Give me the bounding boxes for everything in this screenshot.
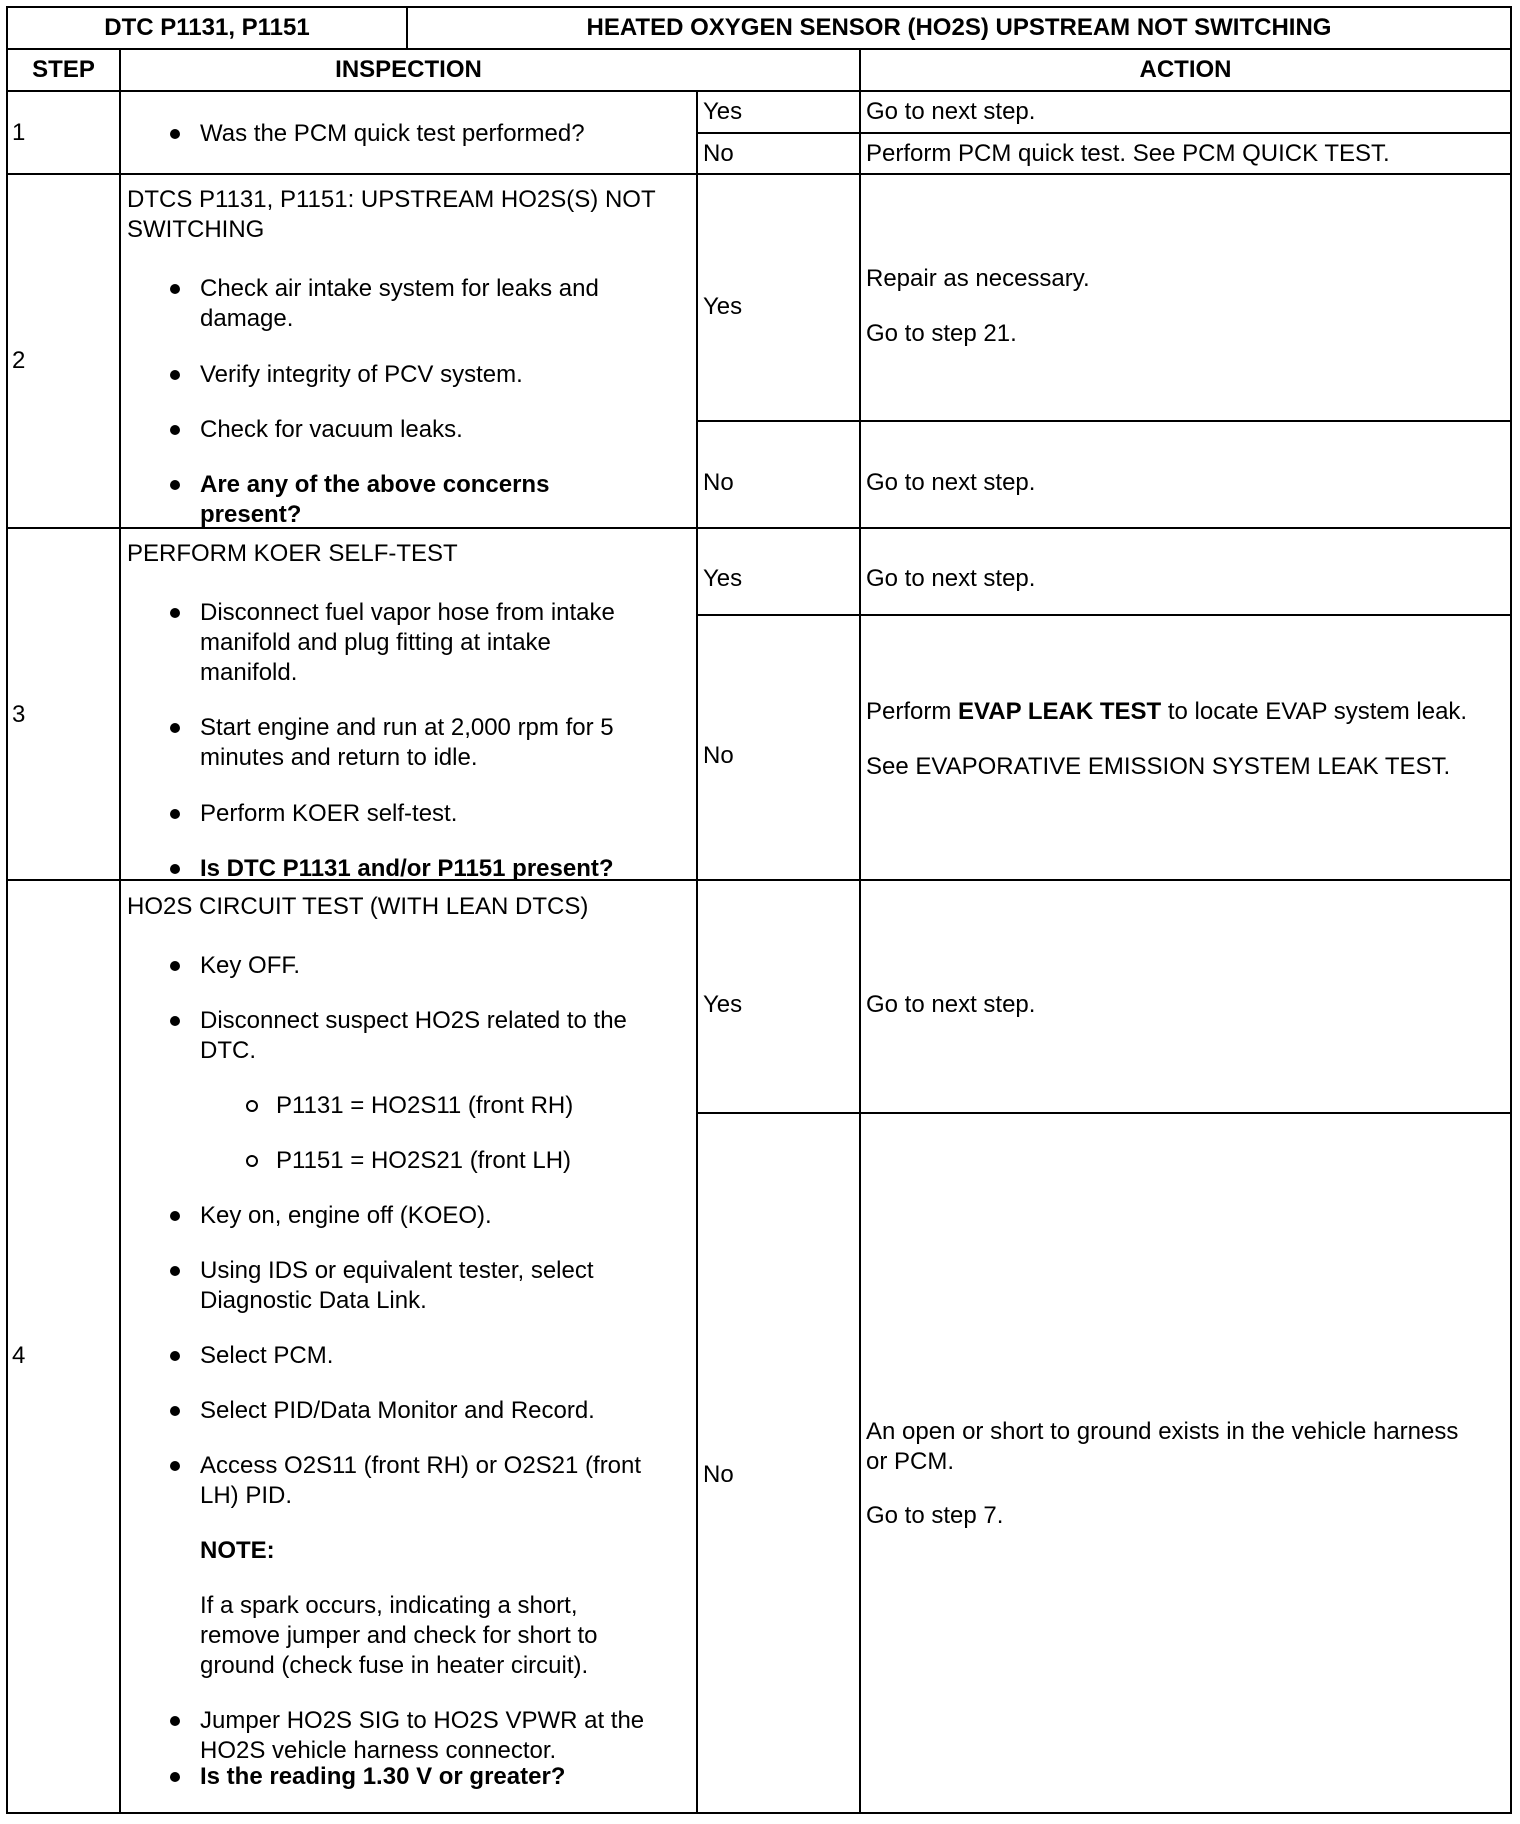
step4-tester-line2: Diagnostic Data Link. bbox=[200, 1287, 427, 1314]
step4-question: Is the reading 1.30 V or greater? bbox=[200, 1763, 566, 1790]
step2-action-yes-line1: Repair as necessary. bbox=[866, 265, 1090, 292]
step4-jumper-line1: Jumper HO2S SIG to HO2S VPWR at the bbox=[200, 1707, 645, 1734]
diagnostic-table bbox=[6, 6, 1512, 1814]
step2-vacuum: Check for vacuum leaks. bbox=[200, 416, 463, 443]
step3-start-line2: minutes and return to idle. bbox=[200, 744, 478, 771]
step4-select-pid: Select PID/Data Monitor and Record. bbox=[200, 1397, 595, 1424]
step3-disconnect-line2: manifold and plug fitting at intake bbox=[200, 629, 551, 656]
step4-sensor-p1151: P1151 = HO2S21 (front LH) bbox=[276, 1147, 572, 1174]
step-number-1: 1 bbox=[12, 119, 26, 146]
bullet-icon bbox=[170, 425, 180, 435]
bullet-icon bbox=[170, 864, 180, 874]
step2-answer-no: No bbox=[703, 469, 734, 496]
step2-question-line1: Are any of the above concerns bbox=[200, 471, 550, 498]
step2-check-line2: damage. bbox=[200, 305, 294, 332]
step2-check-line1: Check air intake system for leaks and bbox=[200, 275, 599, 302]
step3-action-yes: Go to next step. bbox=[866, 565, 1036, 592]
divider-under-column-headers bbox=[6, 90, 1512, 92]
frame-bottom bbox=[6, 1812, 1512, 1814]
step-number-3: 3 bbox=[12, 701, 26, 728]
step1-action-no: Perform PCM quick test. See PCM QUICK TEST. bbox=[866, 140, 1390, 167]
sub-bullet-icon bbox=[246, 1100, 258, 1112]
step4-access-line1: Access O2S11 (front RH) or O2S21 (front bbox=[200, 1452, 642, 1479]
step4-disconnect-line2: DTC. bbox=[200, 1037, 256, 1064]
step2-heading-line2: SWITCHING bbox=[127, 216, 265, 243]
step4-heading: HO2S CIRCUIT TEST (WITH LEAN DTCS) bbox=[127, 893, 589, 920]
step4-note-label: NOTE: bbox=[200, 1537, 275, 1564]
divider-step4-yes-no bbox=[696, 1112, 1512, 1114]
step4-disconnect-line1: Disconnect suspect HO2S related to the bbox=[200, 1007, 627, 1034]
frame-left bbox=[6, 6, 8, 1814]
step2-action-yes-line2: Go to step 21. bbox=[866, 320, 1017, 347]
divider-step2-yes-no bbox=[696, 420, 1512, 422]
step3-question: Is DTC P1131 and/or P1151 present? bbox=[200, 855, 614, 882]
step1-answer-yes: Yes bbox=[703, 98, 743, 125]
bullet-icon bbox=[170, 608, 180, 618]
bullet-icon bbox=[170, 1351, 180, 1361]
step2-action-no: Go to next step. bbox=[866, 469, 1036, 496]
step-number-2: 2 bbox=[12, 347, 26, 374]
divider-step3-yes-no bbox=[696, 614, 1512, 616]
column-header-action: ACTION bbox=[1139, 56, 1232, 83]
step4-access-line2: LH) PID. bbox=[200, 1482, 293, 1509]
step4-jumper-line2: HO2S vehicle harness connector. bbox=[200, 1737, 557, 1764]
bullet-icon bbox=[170, 1266, 180, 1276]
step3-disconnect-line3: manifold. bbox=[200, 659, 298, 686]
step3-answer-yes: Yes bbox=[703, 565, 743, 592]
bullet-icon bbox=[170, 809, 180, 819]
step1-action-yes: Go to next step. bbox=[866, 98, 1036, 125]
step4-key-off: Key OFF. bbox=[200, 952, 301, 979]
step4-select-pcm: Select PCM. bbox=[200, 1342, 334, 1369]
bullet-icon bbox=[170, 1211, 180, 1221]
step2-answer-yes: Yes bbox=[703, 293, 743, 320]
step3-action-text: to locate EVAP system leak. bbox=[1161, 698, 1468, 725]
step4-answer-no: No bbox=[703, 1461, 734, 1488]
bullet-icon bbox=[170, 1772, 180, 1782]
step3-start-line1: Start engine and run at 2,000 rpm for 5 bbox=[200, 714, 614, 741]
sub-bullet-icon bbox=[246, 1155, 258, 1167]
step4-tester-line1: Using IDS or equivalent tester, select bbox=[200, 1257, 594, 1284]
step4-note-line2: remove jumper and check for short to bbox=[200, 1622, 598, 1649]
bullet-icon bbox=[170, 1406, 180, 1416]
bullet-icon bbox=[170, 284, 180, 294]
step2-heading-line1: DTCS P1131, P1151: UPSTREAM HO2S(S) NOT bbox=[127, 186, 656, 213]
step3-disconnect-line1: Disconnect fuel vapor hose from intake bbox=[200, 599, 615, 626]
bullet-icon bbox=[170, 1461, 180, 1471]
step1-answer-no: No bbox=[703, 140, 734, 167]
bullet-icon bbox=[170, 370, 180, 380]
step3-answer-no: No bbox=[703, 742, 734, 769]
step2-verify: Verify integrity of PCV system. bbox=[200, 361, 523, 388]
action-column-divider bbox=[859, 48, 861, 1813]
step4-note-line1: If a spark occurs, indicating a short, bbox=[200, 1592, 578, 1619]
step-column-divider bbox=[119, 48, 121, 1813]
step4-action-no-line2: or PCM. bbox=[866, 1448, 955, 1475]
step3-action-text: Perform bbox=[866, 698, 959, 725]
step-number-4: 4 bbox=[12, 1342, 26, 1369]
step4-action-no-line3: Go to step 7. bbox=[866, 1502, 1004, 1529]
bullet-icon bbox=[170, 961, 180, 971]
answer-column-divider bbox=[696, 90, 698, 1813]
bullet-icon bbox=[170, 1716, 180, 1726]
step4-sensor-p1131: P1131 = HO2S11 (front RH) bbox=[276, 1092, 574, 1119]
step2-question-line2: present? bbox=[200, 501, 302, 528]
divider-after-step1 bbox=[6, 173, 1512, 175]
step4-answer-yes: Yes bbox=[703, 991, 743, 1018]
step4-note-line3: ground (check fuse in heater circuit). bbox=[200, 1652, 589, 1679]
frame-right bbox=[1510, 6, 1512, 1814]
column-header-step: STEP bbox=[32, 56, 95, 83]
step3-perform: Perform KOER self-test. bbox=[200, 800, 458, 827]
bullet-icon bbox=[170, 480, 180, 490]
bullet-icon bbox=[170, 129, 180, 139]
step1-question: Was the PCM quick test performed? bbox=[200, 120, 585, 147]
step3-heading: PERFORM KOER SELF-TEST bbox=[127, 540, 458, 567]
bullet-icon bbox=[170, 1016, 180, 1026]
step4-koeo: Key on, engine off (KOEO). bbox=[200, 1202, 492, 1229]
page-title: HEATED OXYGEN SENSOR (HO2S) UPSTREAM NOT SWITCHING bbox=[586, 14, 1332, 41]
evap-leak-test-reference: EVAP LEAK TEST bbox=[958, 698, 1162, 725]
dtc-codes-title: DTC P1131, P1151 bbox=[104, 14, 310, 41]
step4-action-no-line1: An open or short to ground exists in the vehicle harness bbox=[866, 1418, 1459, 1445]
column-header-inspection: INSPECTION bbox=[335, 56, 482, 83]
bullet-icon bbox=[170, 723, 180, 733]
divider-under-title bbox=[6, 48, 1512, 50]
divider-step1-yes-no bbox=[696, 132, 1512, 134]
step3-action-no-line1 bbox=[866, 697, 1467, 727]
step3-action-no-line2: See EVAPORATIVE EMISSION SYSTEM LEAK TEST. bbox=[866, 753, 1451, 780]
frame-top bbox=[6, 6, 1512, 8]
step4-action-yes: Go to next step. bbox=[866, 991, 1036, 1018]
